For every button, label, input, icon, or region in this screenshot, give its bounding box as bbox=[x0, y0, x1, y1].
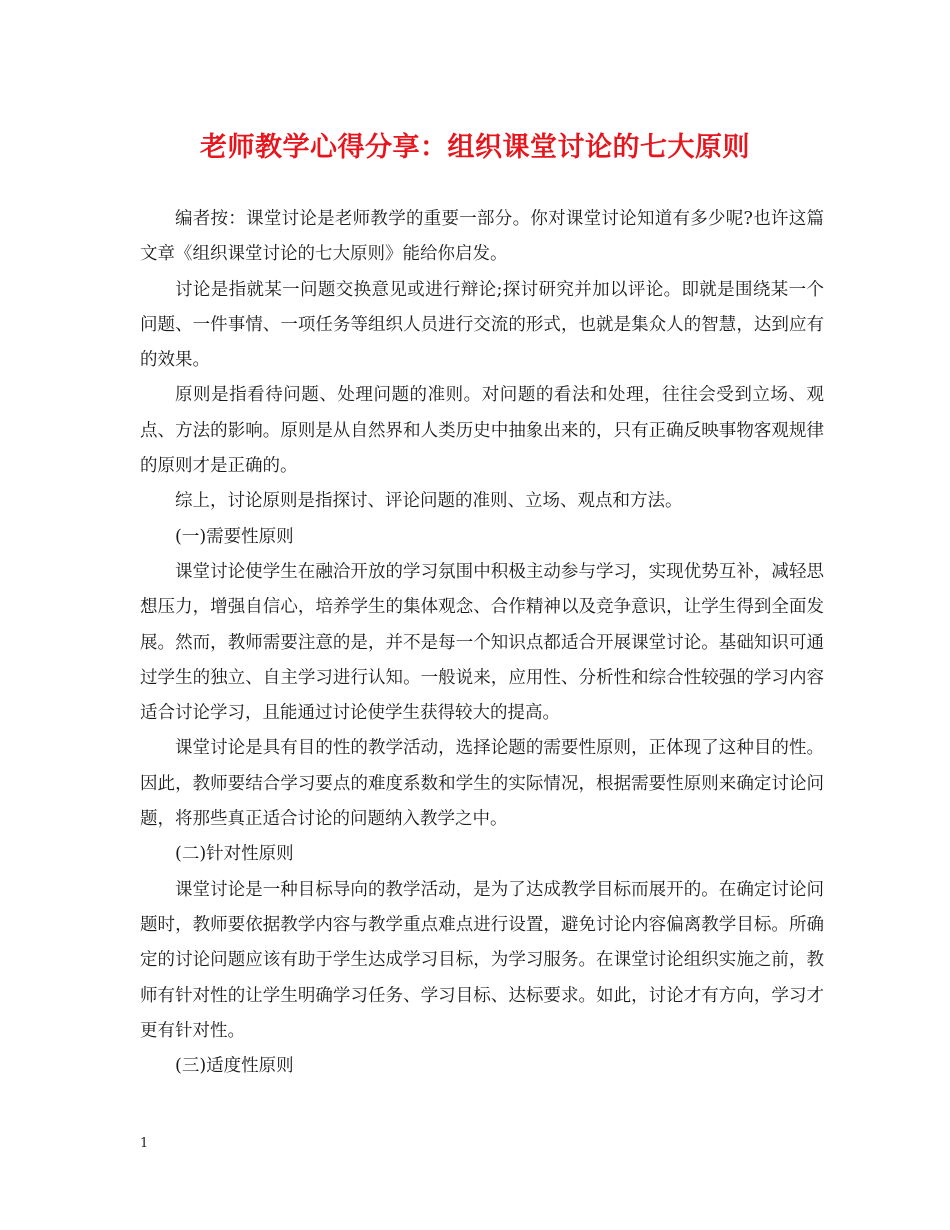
paragraph: 课堂讨论使学生在融洽开放的学习氛围中积极主动参与学习，实现优势互补，减轻思想压力，增强自信心，培养学生的集体观念、合作精神以及竞争意识，让学生得到全面发展。然而，教师需要注意的是，并不是每一个知识点都适合开展课堂讨论。基础知识可通过学生的独立、自主学习进行认知。一般说来，应用性、分析性和综合性较强的学习内容适合讨论学习，且能通过讨论使学生获得较大的提高。 bbox=[140, 561, 824, 724]
section-heading-1: (一)需要性原则 bbox=[175, 526, 294, 547]
paragraph-editor-note: 编者按：课堂讨论是老师教学的重要一部分。你对课堂讨论知道有多少呢?也许这篇文章《组织课堂讨论的七大原则》能给你启发。 bbox=[140, 209, 824, 265]
paragraph-discussion-definition: 讨论是指就某一问题交换意见或进行辩论;探讨研究并加以评论。即就是围绕某一个问题、一件事情、一项任务等组织人员进行交流的形式，也就是集众人的智慧，达到应有的效果。 bbox=[140, 279, 824, 371]
section-heading-3: (三)适度性原则 bbox=[175, 1056, 294, 1077]
paragraph-summary: 综上，讨论原则是指探讨、评论问题的准则、立场、观点和方法。 bbox=[175, 491, 683, 512]
document-title: 老师教学心得分享：组织课堂讨论的七大原则 bbox=[200, 132, 750, 163]
paragraph-principle-definition: 原则是指看待问题、处理问题的准则。对问题的看法和处理，往往会受到立场、观点、方法的影响。原则是从自然界和人类历史中抽象出来的，只有正确反映事物客观规律的原则才是正确的。 bbox=[140, 385, 824, 477]
paragraph: 课堂讨论是具有目的性的教学活动，选择论题的需要性原则，正体现了这种目的性。因此，教师要结合学习要点的难度系数和学生的实际情况，根据需要性原则来确定讨论问题，将那些真正适合讨论的问题纳入教学之中。 bbox=[140, 738, 824, 830]
section-heading-2: (二)针对性原则 bbox=[175, 844, 294, 865]
page-number: 1 bbox=[140, 1136, 149, 1151]
document-body bbox=[140, 202, 824, 1084]
paragraph: 课堂讨论是一种目标导向的教学活动，是为了达成教学目标而展开的。在确定讨论问题时，教师要依据教学内容与教学重点难点进行设置，避免讨论内容偏离教学目标。所确定的讨论问题应该有助于学生达成学习目标，为学习服务。在课堂讨论组织实施之前，教师有针对性的让学生明确学习任务、学习目标、达标要求。如此，讨论才有方向，学习才更有针对性。 bbox=[140, 879, 824, 1041]
